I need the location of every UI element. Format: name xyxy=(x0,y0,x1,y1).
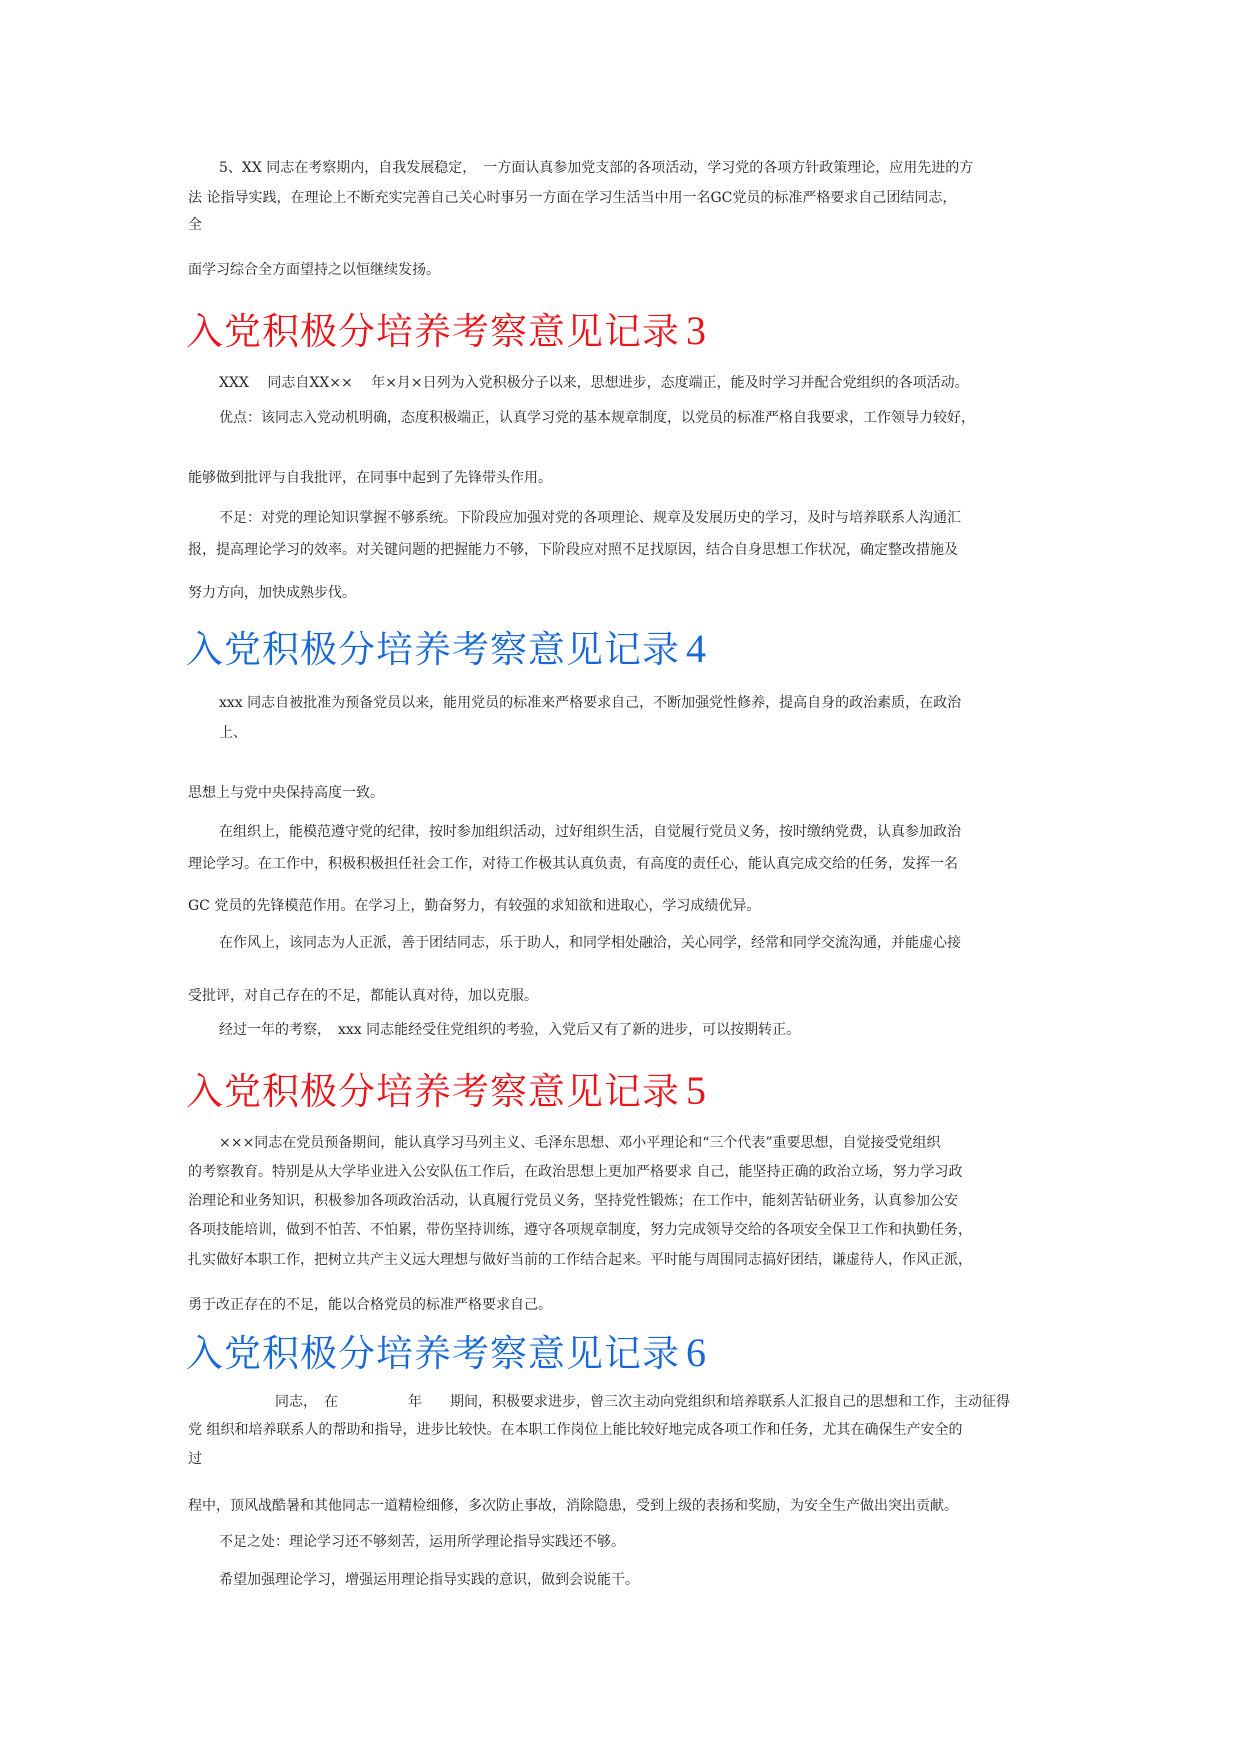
section-heading-6 xyxy=(186,1330,707,1377)
paragraph-line: 报，提高理论学习的效率。对关键问题的把握能力不够，下阶段应对照不足找原因，结合自身思想工作状况，确定整改措施及 xyxy=(188,542,958,558)
paragraph-line: 法 论指导实践，在理论上不断充实完善自己关心时事另一方面在学习生活当中用一名GC党员的标准严格要求自己团结同志， xyxy=(188,190,957,206)
paragraph-line: 不足之处：理论学习还不够刻苦，运用所学理论指导实践还不够。 xyxy=(219,1534,625,1550)
paragraph-line: 同志， 在 年 期间，积极要求进步，曾三次主动向党组织和培养联系人汇报自己的思想和工作，主动征得 xyxy=(219,1394,1010,1410)
heading-number: 6 xyxy=(686,1330,707,1375)
paragraph-line: 治理论和业务知识，积极参加各项政治活动，认真履行党员义务，坚持党性锻炼；在工作中，能刻苦钻研业务，认真参加公安 xyxy=(188,1193,958,1209)
heading-number: 5 xyxy=(686,1068,707,1113)
paragraph-line: 优点：该同志入党动机明确，态度积极端正，认真学习党的基本规章制度，以党员的标准严格自我要求，工作领导力较好， xyxy=(219,410,975,426)
paragraph-line: 5、XX 同志在考察期内，自我发展稳定， 一方面认真参加党支部的各项活动，学习党的各项方针政策理论，应用先进的方 xyxy=(219,160,974,176)
paragraph-line: 理论学习。在工作中，积极积极担任社会工作，对待工作极其认真负责，有高度的责任心，能认真完成交给的任务，发挥一名 xyxy=(188,856,958,872)
paragraph-line: 过 xyxy=(188,1451,202,1467)
paragraph-line: 上、 xyxy=(219,725,247,741)
paragraph-line: GC 党员的先锋模范作用。在学习上，勤奋努力，有较强的求知欲和进取心，学习成绩优异。 xyxy=(188,898,761,914)
paragraph-line: 党 组织和培养联系人的帮助和指导，进步比较快。在本职工作岗位上能比较好地完成各项工作和任务，尤其在确保生产安全的 xyxy=(188,1422,963,1438)
paragraph-line: 能够做到批评与自我批评，在同事中起到了先锋带头作用。 xyxy=(188,470,552,486)
paragraph-line: 在作风上，该同志为人正派，善于团结同志，乐于助人，和同学相处融洽，关心同学，经常和同学交流沟通，并能虚心接 xyxy=(219,935,961,951)
paragraph-line: 的考察教育。特别是从大学毕业进入公安队伍工作后，在政治思想上更加严格要求 自己，能坚持正确的政治立场，努力学习政 xyxy=(188,1164,963,1180)
section-heading-3 xyxy=(186,308,707,355)
paragraph-line: 程中，顶风战酷暑和其他同志一道精检细修，多次防止事故，消除隐患，受到上级的表扬和奖励，为安全生产做出突出贡献。 xyxy=(188,1498,958,1514)
heading-text: 入党积极分培养考察意见记录 xyxy=(186,310,680,353)
heading-number: 3 xyxy=(686,308,707,353)
heading-text: 入党积极分培养考察意见记录 xyxy=(186,1070,680,1113)
paragraph-line: ×××同志在党员预备期间，能认真学习马列主义、毛泽东思想、邓小平理论和“三个代表”重要思想，自觉接受党组织 xyxy=(219,1135,941,1151)
paragraph-line: 全 xyxy=(188,217,202,233)
heading-number: 4 xyxy=(686,626,707,671)
paragraph-line: 扎实做好本职工作，把树立共产主义远大理想与做好当前的工作结合起来。平时能与周围同志搞好团结，谦虚待人，作风正派， xyxy=(188,1252,972,1268)
paragraph-line: 在组织上，能模范遵守党的纪律，按时参加组织活动，过好组织生活，自觉履行党员义务，按时缴纳党费，认真参加政治 xyxy=(219,824,961,840)
paragraph-line: 经过一年的考察， xxx 同志能经受住党组织的考验，入党后又有了新的进步，可以按期转正。 xyxy=(219,1022,801,1038)
paragraph-line: 努力方向，加快成熟步伐。 xyxy=(188,585,356,601)
paragraph-line: 希望加强理论学习，增强运用理论指导实践的意识，做到会说能干。 xyxy=(219,1572,639,1588)
paragraph-line: 面学习综合全方面望持之以恒继续发扬。 xyxy=(188,262,440,278)
heading-text: 入党积极分培养考察意见记录 xyxy=(186,1332,680,1375)
section-heading-4 xyxy=(186,626,707,673)
paragraph-line: 各项技能培训，做到不怕苦、不怕累，带伤坚持训练，遵守各项规章制度，努力完成领导交给的各项安全保卫工作和执勤任务， xyxy=(188,1222,972,1238)
paragraph-line: 不足：对党的理论知识掌握不够系统。下阶段应加强对党的各项理论、规章及发展历史的学习，及时与培养联系人沟通汇 xyxy=(219,510,961,526)
paragraph-line: xxx 同志自被批准为预备党员以来，能用党员的标准来严格要求自己，不断加强党性修养，提高自身的政治素质，在政治 xyxy=(219,695,962,711)
heading-text: 入党积极分培养考察意见记录 xyxy=(186,628,680,671)
paragraph-line: XXX 同志自XX×× 年×月×日列为入党积极分子以来，思想进步，态度端正，能及时学习并配合党组织的各项活动。 xyxy=(219,375,969,391)
paragraph-line: 受批评，对自己存在的不足，都能认真对待，加以克服。 xyxy=(188,988,538,1004)
section-heading-5 xyxy=(186,1068,707,1115)
paragraph-line: 勇于改正存在的不足，能以合格党员的标准严格要求自己。 xyxy=(188,1297,552,1313)
paragraph-line: 思想上与党中央保持高度一致。 xyxy=(188,785,384,801)
